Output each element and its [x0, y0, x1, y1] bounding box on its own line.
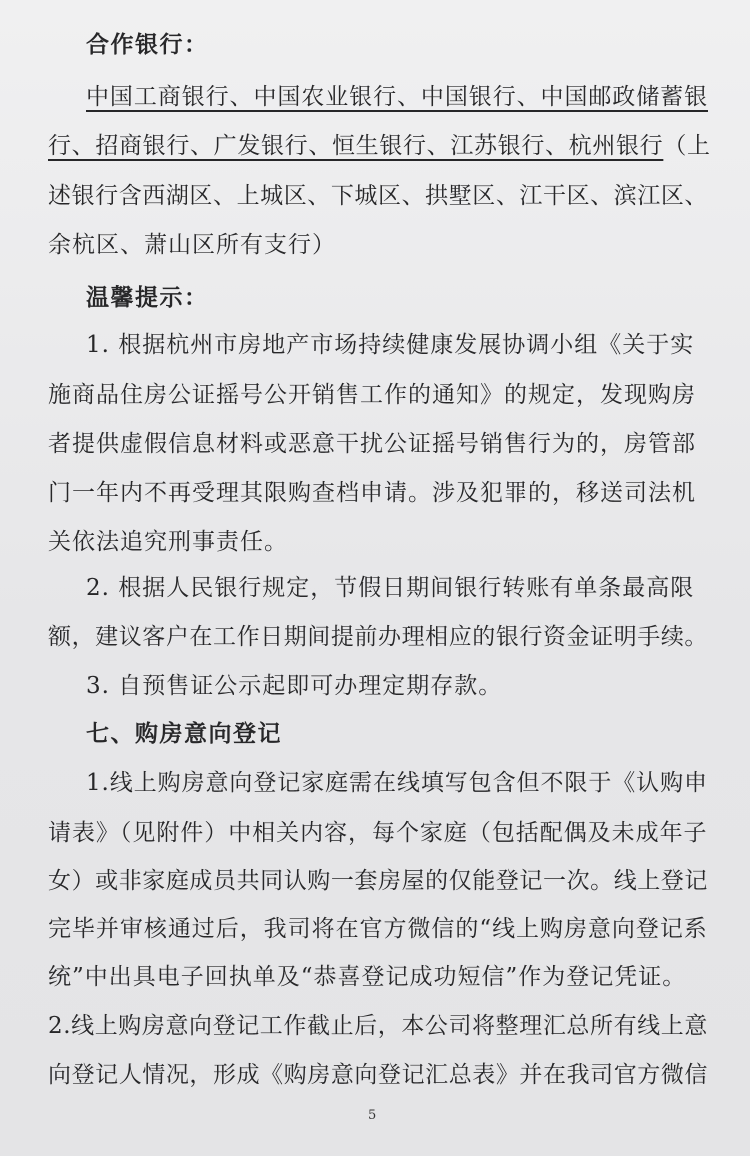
section-7-p1-line-2: 请表》（见附件）中相关内容，每个家庭（包括配偶及未成年子 — [48, 820, 708, 846]
partner-banks-line-2-rest: （上 — [663, 133, 711, 159]
partner-banks-line-2-underlined: 行、招商银行、广发银行、恒生银行、江苏银行、杭州银行 — [48, 133, 664, 159]
section-7-p1-line-1: 1.线上购房意向登记家庭需在线填写包含但不限于《认购申 — [86, 770, 708, 796]
section-7-p2-line-2: 向登记人情况，形成《购房意向登记汇总表》并在我司官方微信 — [48, 1062, 708, 1088]
section-7-p2-line-1: 2.线上购房意向登记工作截止后，本公司将整理汇总所有线上意 — [48, 1013, 708, 1039]
tips-p3: 3. 自预售证公示起即可办理定期存款。 — [86, 673, 503, 699]
partner-banks-line-2 — [48, 131, 711, 161]
page-number: 5 — [368, 1108, 377, 1123]
section-7-heading: 七、购房意向登记 — [86, 720, 282, 747]
tips-p1-line-5: 关依法追究刑事责任。 — [48, 529, 288, 555]
section-7-p1-line-5: 统”中出具电子回执单及“恭喜登记成功短信”作为登记凭证。 — [48, 964, 687, 990]
tips-p1-line-4: 门一年内不再受理其限购查档申请。涉及犯罪的，移送司法机 — [48, 480, 696, 506]
partner-banks-line-4: 余杭区、萧山区所有支行） — [48, 232, 336, 258]
tips-p1-line-1: 1. 根据杭州市房地产市场持续健康发展协调小组《关于实 — [86, 332, 695, 358]
tips-heading: 温馨提示： — [86, 284, 209, 311]
partner-banks-line-3: 述银行含西湖区、上城区、下城区、拱墅区、江干区、滨江区、 — [48, 183, 708, 209]
partner-banks-line-1: 中国工商银行、中国农业银行、中国银行、中国邮政储蓄银 — [86, 84, 708, 110]
tips-p1-line-2: 施商品住房公证摇号公开销售工作的通知》的规定，发现购房 — [48, 382, 696, 408]
section-7-p1-line-3: 女）或非家庭成员共同认购一套房屋的仅能登记一次。线上登记 — [48, 868, 708, 894]
tips-p1-line-3: 者提供虚假信息材料或恶意干扰公证摇号销售行为的，房管部 — [48, 431, 696, 457]
tips-p2-line-1: 2. 根据人民银行规定，节假日期间银行转账有单条最高限 — [86, 575, 695, 601]
tips-p2-line-2: 额，建议客户在工作日期间提前办理相应的银行资金证明手续。 — [48, 624, 708, 650]
section-7-p1-line-4: 完毕并审核通过后，我司将在官方微信的“线上购房意向登记系 — [48, 916, 708, 942]
partner-banks-heading: 合作银行： — [86, 31, 209, 58]
